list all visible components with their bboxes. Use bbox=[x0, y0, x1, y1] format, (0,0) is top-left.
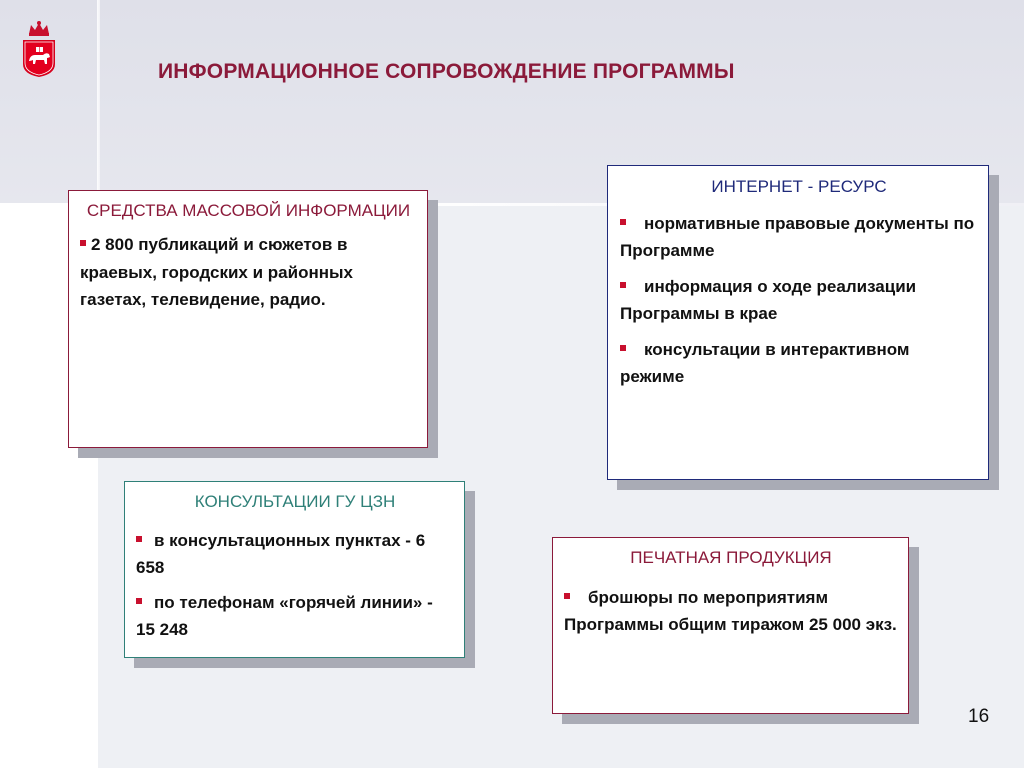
list-item-text: консультации в интерактивном режиме bbox=[620, 340, 910, 386]
page-number: 16 bbox=[968, 706, 990, 727]
perm-krai-coat-of-arms-icon bbox=[21, 20, 57, 78]
czn-consultations-box bbox=[124, 481, 465, 658]
printed-products-heading: ПЕЧАТНАЯ ПРОДУКЦИЯ bbox=[630, 548, 832, 567]
list-item bbox=[136, 527, 454, 581]
list-item bbox=[620, 336, 978, 390]
printed-products-list bbox=[564, 584, 898, 638]
list-item-text: брошюры по мероприятиям Программы общим тиражом 25 000 экз. bbox=[564, 588, 897, 634]
list-item-text: 2 800 публикаций и сюжетов в краевых, городских и районных газетах, телевидение, радио. bbox=[80, 235, 353, 309]
list-item-text: по телефонам «горячей линии» - 15 248 bbox=[136, 593, 433, 639]
printed-products-box bbox=[552, 537, 909, 714]
internet-resource-box bbox=[607, 165, 989, 480]
internet-resource-list bbox=[620, 210, 978, 390]
mass-media-list bbox=[80, 231, 417, 314]
internet-resource-heading: ИНТЕРНЕТ - РЕСУРС bbox=[711, 177, 887, 196]
list-item bbox=[80, 231, 417, 314]
list-item-text: информация о ходе реализации Программы в крае bbox=[620, 277, 917, 323]
czn-consultations-heading: КОНСУЛЬТАЦИИ ГУ ЦЗН bbox=[194, 492, 396, 511]
mass-media-box bbox=[68, 190, 428, 448]
mass-media-heading: СРЕДСТВА МАССОВОЙ ИНФОРМАЦИИ bbox=[86, 201, 411, 220]
bullet-icon bbox=[620, 219, 626, 225]
list-item bbox=[136, 589, 454, 643]
bullet-icon bbox=[136, 598, 142, 604]
bullet-icon bbox=[620, 345, 626, 351]
background-divider-vertical bbox=[97, 0, 100, 205]
czn-consultations-list bbox=[136, 527, 454, 643]
list-item bbox=[620, 273, 978, 327]
bullet-icon bbox=[136, 536, 142, 542]
list-item bbox=[620, 210, 978, 264]
list-item-text: в консультационных пунктах - 6 658 bbox=[136, 531, 426, 577]
page-title: ИНФОРМАЦИОННОЕ СОПРОВОЖДЕНИЕ ПРОГРАММЫ bbox=[158, 60, 735, 83]
bullet-icon bbox=[620, 282, 626, 288]
bullet-icon bbox=[564, 593, 570, 599]
list-item-text: нормативные правовые документы по Программе bbox=[620, 214, 975, 260]
bullet-icon bbox=[80, 240, 86, 246]
list-item bbox=[564, 584, 898, 638]
